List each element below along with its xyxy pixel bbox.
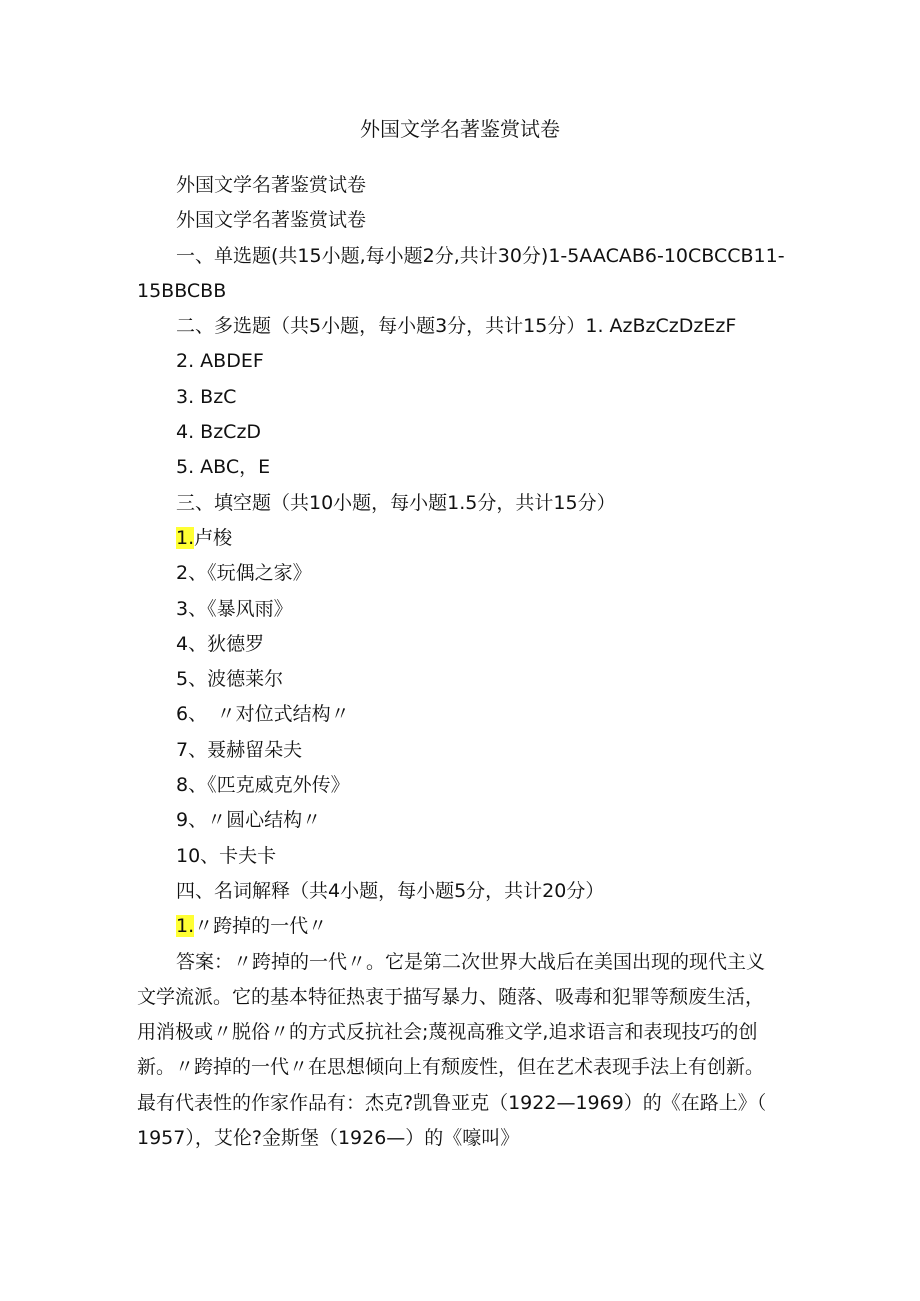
- paragraph-line: 用消极或〃脱俗〃的方式反抗社会;蔑视高雅文学,追求语言和表现技巧的创: [137, 1021, 758, 1044]
- answer-line: 9、〃圆心结构〃: [176, 809, 322, 832]
- text-line: 15BBCBB: [137, 279, 227, 302]
- text-line: 外国文学名著鉴赏试卷: [176, 174, 367, 196]
- paragraph-line: 最有代表性的作家作品有：杰克?凯鲁亚克（1922—1969）的《在路上》（: [137, 1091, 767, 1114]
- section-heading-single-choice: 一、单选题(共15小题,每小题2分,共计30分)1-5AACAB6-10CBCCB11-: [176, 244, 785, 267]
- highlighted-number: 1.: [176, 526, 195, 549]
- document-body: [137, 168, 797, 1156]
- highlighted-number: 1.: [176, 915, 195, 938]
- section-heading-term-definition: 四、名词解释（共4小题，每小题5分，共计20分）: [176, 879, 605, 902]
- answer-line: 4. BzCzD: [176, 421, 262, 444]
- answer-text: 〃跨掉的一代〃: [194, 915, 328, 938]
- answer-line: 10、卡夫卡: [176, 844, 277, 867]
- answer-line: 4、狄德罗: [176, 632, 265, 655]
- text-line: 外国文学名著鉴赏试卷: [176, 209, 367, 232]
- answer-line: 6、 〃对位式结构〃: [176, 703, 350, 726]
- paragraph-line: 答案：〃跨掉的一代〃。它是第二次世界大战后在美国出现的现代主义: [176, 950, 766, 973]
- answer-line: 8、《匹克威克外传》: [176, 774, 350, 797]
- answer-line: [137, 909, 797, 944]
- answer-line: [137, 521, 797, 556]
- section-heading-multiple-choice: 二、多选题（共5小题，每小题3分，共计15分）1. AzBzCzDzEzF: [176, 315, 737, 338]
- paragraph-line: 新。〃跨掉的一代〃在思想倾向上有颓废性，但在艺术表现手法上有创新。: [137, 1056, 765, 1079]
- answer-text: 卢梭: [194, 526, 233, 549]
- paragraph-line: 文学流派。它的基本特征热衷于描写暴力、随落、吸毒和犯罪等颓废生活，: [137, 985, 765, 1008]
- section-heading-fill-blank: 三、填空题（共10小题，每小题1.5分，共计15分）: [176, 491, 616, 514]
- answer-line: 7、聂赫留朵夫: [176, 738, 303, 761]
- paragraph-line: 1957），艾伦?金斯堡（1926—）的《嚎叫》: [137, 1127, 520, 1150]
- answer-line: 3、《暴风雨》: [176, 597, 293, 620]
- answer-line: 2、《玩偶之家》: [176, 562, 312, 585]
- answer-line: 3. BzC: [176, 385, 237, 408]
- answer-line: 5、波德莱尔: [176, 668, 284, 691]
- answer-line: 5. ABC，E: [176, 456, 271, 479]
- document-title: 外国文学名著鉴赏试卷: [360, 117, 560, 141]
- answer-line: 2. ABDEF: [176, 350, 264, 373]
